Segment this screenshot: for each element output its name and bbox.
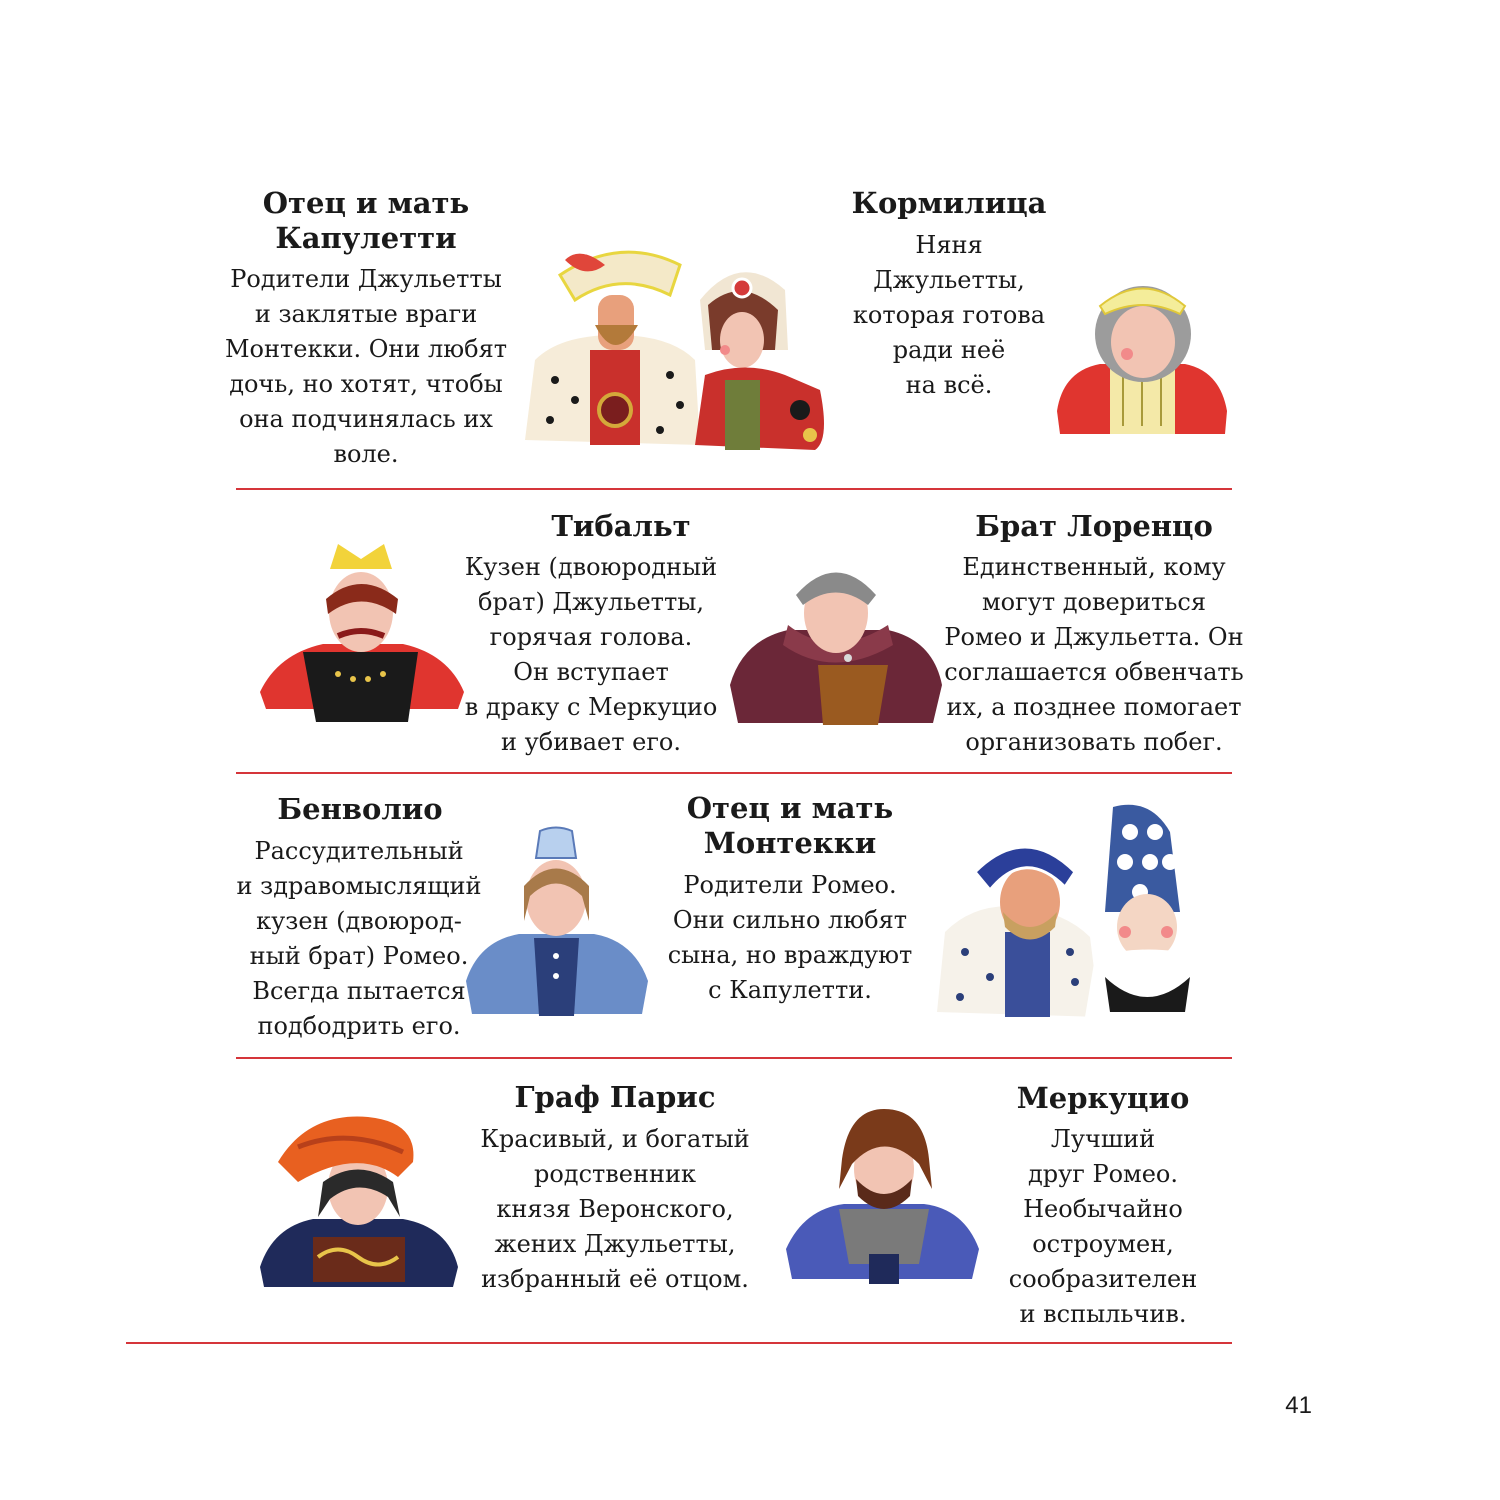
tybalt-title: Тибальт [551, 509, 691, 543]
montague-father-figure [937, 847, 1100, 1017]
nurse-title: Кормилица [851, 186, 1047, 220]
paris-title: Граф Парис [514, 1080, 716, 1114]
row-divider [126, 1342, 1232, 1344]
friar-lawrence-description: Единственный, кому могут довериться Ромео и Джульетта. Он соглашается обвенчать их, а позднее помогает организовать побег. [944, 553, 1244, 756]
capulet-parents-title: Отец и мать Капулетти [262, 186, 470, 255]
row-divider [236, 772, 1232, 774]
friar-lawrence-title: Брат Лоренцо [975, 509, 1213, 543]
nurse-description: Няня Джульетты, которая готова ради неё на всё. [852, 231, 1046, 399]
row-divider [236, 1057, 1232, 1059]
paris-description: Красивый, и богатый родственник князя Веронского, жених Джульетты, избранный её отцом. [480, 1125, 750, 1293]
mercutio-title: Меркуцио [1016, 1081, 1190, 1115]
row-divider [236, 488, 1232, 490]
benvolio-description: Рассудительный и здравомыслящий кузен (двоюрод- ный брат) Ромео. Всегда пытается подбодрить его. [236, 837, 482, 1040]
tybalt-description: Кузен (двоюродный брат) Джульетты, горячая голова. Он вступает в драку с Меркуцио и убивает его. [464, 553, 718, 756]
paris-portrait [258, 1107, 460, 1290]
capulet-mother-figure [695, 272, 824, 450]
mercutio-portrait [784, 1104, 981, 1286]
page-number: 41 [1285, 1392, 1312, 1419]
tybalt-portrait [258, 544, 466, 726]
mercutio-description: Лучший друг Ромео. Необычайно остроумен, сообразителен и вспыльчив. [1008, 1125, 1198, 1328]
benvolio-title: Бенволио [277, 792, 443, 826]
capulet-father-figure [525, 252, 700, 445]
nurse-portrait [1055, 276, 1230, 436]
friar-lawrence-portrait [728, 555, 944, 727]
benvolio-portrait [464, 826, 650, 1018]
montague-parents-title: Отец и мать Монтекки [686, 791, 894, 860]
capulet-parents-portrait [520, 240, 840, 455]
montague-parents-portrait [935, 802, 1227, 1024]
capulet-parents-description: Родители Джульетты и заклятые враги Монтекки. Они любят дочь, но хотят, чтобы она подчинялась их воле. [224, 265, 508, 468]
montague-mother-figure [1085, 805, 1223, 1017]
montague-parents-description: Родители Ромео. Они сильно любят сына, но враждуют с Капулетти. [667, 871, 913, 1004]
